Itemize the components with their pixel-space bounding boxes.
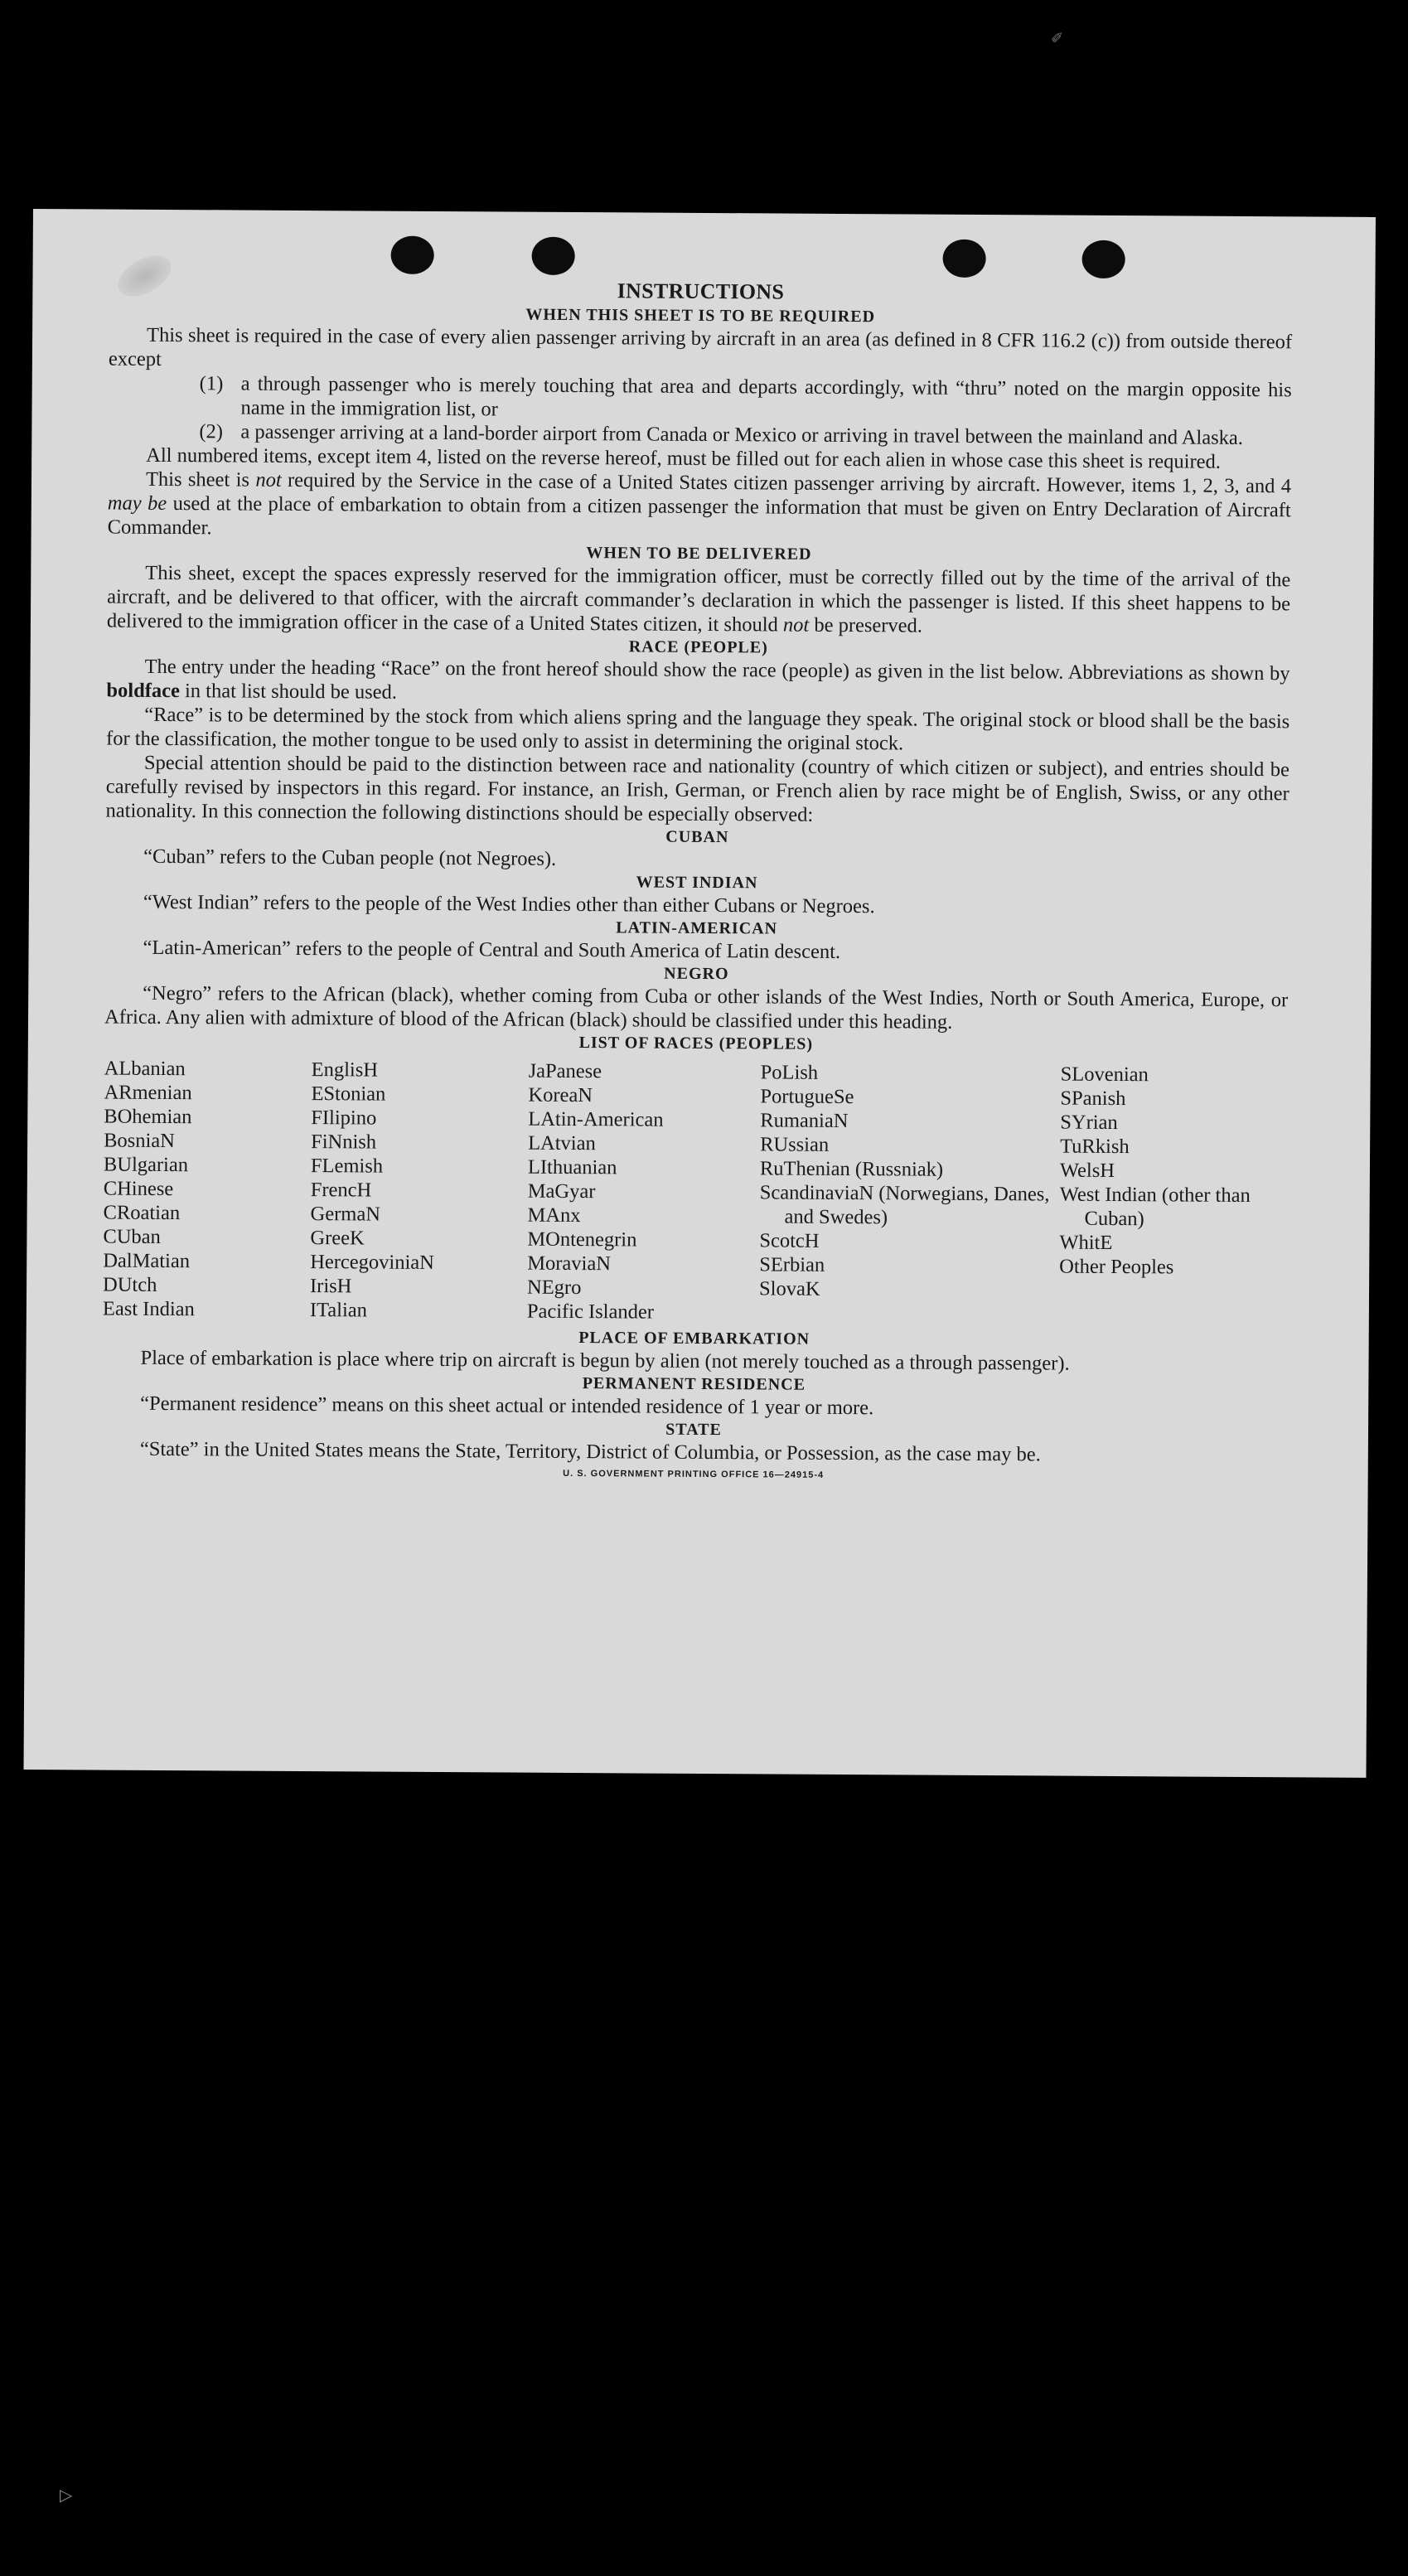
item-number: (1) [199,372,224,395]
race-entry: WelsH [1059,1159,1115,1182]
document-sheet [23,209,1375,1778]
latin-american-text: “Latin-American” refers to the people of Central and South America of Latin descent. [143,936,841,963]
race-entry: FIlipino [311,1106,377,1130]
item-text: a through passenger who is merely touching that area and departs accordingly, with “thru” noted on the margin opposite his name in the immigration list, or [240,372,1292,421]
race-entry: SlovaK [758,1277,820,1300]
list-item [108,371,1291,427]
races-table [103,1057,1288,1329]
races-column-5 [1059,1063,1288,1329]
race-entry: BosniaN [104,1129,175,1153]
punch-hole [391,236,434,274]
required-para-2: All numbered items, except item 4, listed on the reverse hereof, must be filled out for each alien in whose case this sheet is required. [146,443,1221,473]
races-column-3 [527,1059,761,1325]
race-entry: JaPanese [528,1059,602,1083]
negro-text: “Negro” refers to the African (black), whether coming from Cuba or other islands of the West Indies, North or South America, Europe, or Africa. Any alien with admixture of blood of the African (black) should be classified under this heading. [104,981,1289,1034]
embarkation-text: Place of embarkation is place where trip on aircraft is begun by alien (not merely touched as a through passenger). [140,1346,1070,1375]
race-entry: PoLish [760,1061,819,1084]
race-para-2: “Race” is to be determined by the stock from which aliens spring and the language they speak. The original stock or blood shall be the basis for the classification, the mother tongue to be used only to assist in determining the original stock. [106,703,1290,755]
race-entry: CRoatian [103,1201,181,1225]
race-entry: MOntenegrin [527,1227,637,1252]
film-corner-mark: ▷ [60,2485,73,2505]
race-entry: LAtin-American [528,1107,664,1131]
race-entry: WhitE [1059,1231,1113,1254]
section-heading-west-indian: WEST INDIAN [636,873,758,893]
race-entry: HercegoviniaN [310,1251,434,1274]
section-heading-latin-american: LATIN-AMERICAN [616,918,778,938]
race-entry: ScandinaviaN (Norwegians, Danes, and Swedes) [759,1181,1050,1229]
race-entry: MAnx [527,1203,581,1227]
punch-hole [1082,240,1125,278]
delivered-text: This sheet, except the spaces expressly reserved for the immigration officer, must be correctly filled out by the time of the arrival of the aircraft, and be delivered to that officer, with the aircraft commander’s declaration in which the passenger is listed. If this sheet happens to be delivered to the immigration officer in the case of a United States citizen, it should not be preserved. [106,561,1291,637]
section-heading-race: RACE (PEOPLE) [628,637,768,657]
race-entry: CUban [103,1225,161,1248]
item-number: (2) [199,420,224,443]
item-text: a passenger arriving at a land-border airport from Canada or Mexico or arriving in travel between the mainland and Alaska. [240,420,1244,449]
race-entry: FrencH [310,1179,372,1202]
race-entry: SYrian [1060,1111,1118,1135]
race-entry: LAtvian [528,1131,596,1155]
page-title: INSTRUCTIONS [617,278,785,304]
race-entry: DalMatian [103,1249,191,1273]
race-entry: Pacific Islander [526,1300,655,1324]
race-entry: MoraviaN [527,1252,612,1276]
races-column-2 [310,1058,529,1324]
race-entry: EnglisH [311,1058,379,1082]
section-heading-state: STATE [665,1420,722,1440]
cuban-text: “Cuban” refers to the Cuban people (not Negroes). [143,845,557,870]
section-heading-cuban: CUBAN [665,827,729,847]
race-entry: ScotcH [759,1229,820,1252]
west-indian-text: “West Indian” refers to the people of the West Indies other than either Cubans or Negroes. [143,890,875,918]
race-para-3: Special attention should be paid to the distinction between race and nationality (country of which citizen or subject), and entries should be carefully revised by inspectors in this regard. For instance, an Irish, German, or French alien by race might be of English, Swiss, or any other nationality. In this connection the following distinctions should be especially observed: [105,751,1289,826]
race-entry: EStonian [311,1082,386,1106]
race-entry: NEgro [526,1276,582,1300]
race-entry: TuRkish [1060,1135,1130,1159]
race-entry: ALbanian [104,1057,186,1081]
race-entry: GreeK [310,1227,365,1250]
race-entry: LIthuanian [527,1155,617,1179]
race-entry: ARmenian [104,1081,192,1105]
race-entry: West Indian (other than Cuban) [1059,1183,1251,1231]
section-heading-required: WHEN THIS SHEET IS TO BE REQUIRED [525,305,876,327]
race-entry: BOhemian [104,1105,192,1129]
corner-mark: ✐ [1051,30,1064,47]
punch-hole [943,240,986,278]
races-column-1 [103,1057,312,1323]
race-entry: BUlgarian [103,1153,189,1177]
races-column-4 [759,1060,1061,1326]
section-heading-negro: NEGRO [664,964,729,984]
race-entry: ITalian [309,1299,368,1322]
race-para-1: The entry under the heading “Race” on the front hereof should show the race (people) as given in the list below. Abbreviations as shown by boldface in that list should be used. [106,655,1290,704]
race-entry: GermaN [310,1203,381,1226]
required-intro: This sheet is required in the case of every alien passenger arriving by aircraft in an area (as defined in 8 CFR 116.2 (c)) from outside thereof except [108,323,1293,370]
race-entry: FLemish [310,1155,384,1178]
required-para-3: This sheet is not required by the Service in the case of a United States citizen passenger arriving by aircraft. However, items 1, 2, 3, and 4 may be used at the place of embarkation to obtain from a citizen passenger the information that must be given on Entry Declaration of Aircraft Commander. [107,467,1292,540]
race-entry: MaGyar [527,1179,596,1203]
race-entry: IrisH [309,1275,352,1298]
section-heading-delivered: WHEN TO BE DELIVERED [586,544,812,564]
race-entry: SLovenian [1060,1063,1149,1087]
race-entry: SErbian [759,1253,825,1276]
residence-text: “Permanent residence” means on this sheet actual or intended residence of 1 year or more. [140,1392,874,1420]
punch-hole [532,237,575,275]
race-entry: RuThenian (Russniak) [759,1157,944,1181]
race-entry: DUtch [102,1273,157,1296]
section-heading-list-of-races: LIST OF RACES (PEOPLES) [578,1034,814,1053]
race-entry: Other Peoples [1059,1255,1174,1279]
race-entry: FiNnish [311,1131,377,1154]
exception-list [108,371,1292,451]
section-heading-residence: PERMANENT RESIDENCE [582,1374,806,1394]
race-entry: RumaniaN [760,1109,849,1133]
section-heading-embarkation: PLACE OF EMBARKATION [578,1329,810,1349]
race-entry: KoreaN [528,1083,593,1107]
printer-footer: U. S. GOVERNMENT PRINTING OFFICE 16—24915-4 [563,1468,825,1480]
race-entry: SPanish [1060,1087,1126,1111]
race-entry: CHinese [103,1177,174,1201]
race-entry: RUssian [760,1133,830,1156]
race-entry: PortugueSe [760,1085,854,1109]
race-entry: East Indian [102,1297,195,1321]
state-text: “State” in the United States means the State, Territory, District of Columbia, or Possession, as the case may be. [139,1437,1041,1466]
